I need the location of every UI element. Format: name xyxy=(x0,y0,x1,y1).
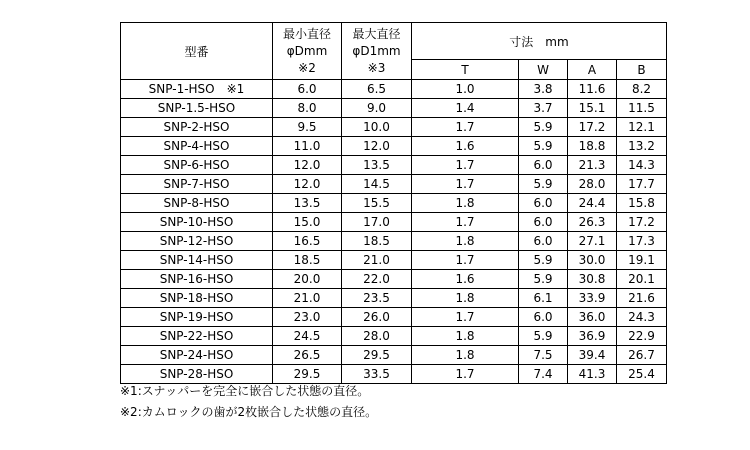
header-col-b: B xyxy=(617,60,667,80)
t-cell: 1.8 xyxy=(412,327,519,346)
header-col-w: W xyxy=(519,60,568,80)
header-max-diameter xyxy=(342,23,412,80)
b-cell: 24.3 xyxy=(617,308,667,327)
w-cell: 5.9 xyxy=(519,137,568,156)
table-row xyxy=(121,194,667,213)
w-cell: 7.4 xyxy=(519,365,568,384)
model-cell: SNP-14-HSO xyxy=(121,251,273,270)
max-diameter-cell: 29.5 xyxy=(342,346,412,365)
table-row xyxy=(121,232,667,251)
header-model: 型番 xyxy=(121,23,273,80)
w-cell: 6.0 xyxy=(519,232,568,251)
max-diameter-cell: 26.0 xyxy=(342,308,412,327)
t-cell: 1.7 xyxy=(412,175,519,194)
table-row xyxy=(121,137,667,156)
table-body xyxy=(121,80,667,384)
w-cell: 5.9 xyxy=(519,251,568,270)
max-diameter-cell: 21.0 xyxy=(342,251,412,270)
t-cell: 1.0 xyxy=(412,80,519,99)
header-min-diameter-line3: ※2 xyxy=(298,60,316,75)
w-cell: 5.9 xyxy=(519,270,568,289)
min-diameter-cell: 21.0 xyxy=(273,289,342,308)
b-cell: 17.2 xyxy=(617,213,667,232)
table-row xyxy=(121,80,667,99)
a-cell: 26.3 xyxy=(568,213,617,232)
model-cell: SNP-1.5-HSO xyxy=(121,99,273,118)
w-cell: 6.0 xyxy=(519,194,568,213)
b-cell: 25.4 xyxy=(617,365,667,384)
w-cell: 6.0 xyxy=(519,308,568,327)
min-diameter-cell: 24.5 xyxy=(273,327,342,346)
t-cell: 1.7 xyxy=(412,251,519,270)
max-diameter-cell: 17.0 xyxy=(342,213,412,232)
a-cell: 15.1 xyxy=(568,99,617,118)
max-diameter-cell: 22.0 xyxy=(342,270,412,289)
b-cell: 13.2 xyxy=(617,137,667,156)
header-col-a: A xyxy=(568,60,617,80)
table-row xyxy=(121,327,667,346)
t-cell: 1.7 xyxy=(412,118,519,137)
b-cell: 15.8 xyxy=(617,194,667,213)
b-cell: 26.7 xyxy=(617,346,667,365)
header-min-diameter-line1: 最小直径 xyxy=(282,26,331,41)
a-cell: 21.3 xyxy=(568,156,617,175)
header-dimensions: 寸法 mm xyxy=(412,23,667,60)
footnote-2: ※2:カムロックの歯が2枚嵌合した状態の直径。 xyxy=(120,405,378,419)
max-diameter-cell: 14.5 xyxy=(342,175,412,194)
t-cell: 1.8 xyxy=(412,194,519,213)
table-row xyxy=(121,346,667,365)
header-max-diameter-line3: ※3 xyxy=(367,60,386,75)
footnote-1: ※1:スナッパーを完全に嵌合した状態の直径。 xyxy=(120,384,370,398)
b-cell: 22.9 xyxy=(617,327,667,346)
t-cell: 1.7 xyxy=(412,156,519,175)
t-cell: 1.7 xyxy=(412,365,519,384)
w-cell: 5.9 xyxy=(519,118,568,137)
max-diameter-cell: 10.0 xyxy=(342,118,412,137)
a-cell: 18.8 xyxy=(568,137,617,156)
b-cell: 14.3 xyxy=(617,156,667,175)
a-cell: 28.0 xyxy=(568,175,617,194)
table-row xyxy=(121,251,667,270)
t-cell: 1.7 xyxy=(412,213,519,232)
model-cell: SNP-19-HSO xyxy=(121,308,273,327)
table-row xyxy=(121,308,667,327)
model-cell: SNP-8-HSO xyxy=(121,194,273,213)
max-diameter-cell: 18.5 xyxy=(342,232,412,251)
header-min-diameter-line2: φDmm xyxy=(286,43,328,58)
a-cell: 30.8 xyxy=(568,270,617,289)
min-diameter-cell: 26.5 xyxy=(273,346,342,365)
w-cell: 3.8 xyxy=(519,80,568,99)
max-diameter-cell: 33.5 xyxy=(342,365,412,384)
b-cell: 12.1 xyxy=(617,118,667,137)
table-row xyxy=(121,99,667,118)
b-cell: 21.6 xyxy=(617,289,667,308)
spec-table xyxy=(120,22,667,384)
a-cell: 36.0 xyxy=(568,308,617,327)
t-cell: 1.8 xyxy=(412,232,519,251)
b-cell: 11.5 xyxy=(617,99,667,118)
max-diameter-cell: 9.0 xyxy=(342,99,412,118)
w-cell: 5.9 xyxy=(519,175,568,194)
model-cell: SNP-1-HSO ※1 xyxy=(121,80,273,99)
table-row xyxy=(121,289,667,308)
model-cell: SNP-18-HSO xyxy=(121,289,273,308)
model-cell: SNP-24-HSO xyxy=(121,346,273,365)
table-row xyxy=(121,270,667,289)
t-cell: 1.8 xyxy=(412,289,519,308)
a-cell: 17.2 xyxy=(568,118,617,137)
max-diameter-cell: 28.0 xyxy=(342,327,412,346)
model-cell: SNP-7-HSO xyxy=(121,175,273,194)
min-diameter-cell: 16.5 xyxy=(273,232,342,251)
table-row xyxy=(121,156,667,175)
w-cell: 3.7 xyxy=(519,99,568,118)
header-col-t: T xyxy=(412,60,519,80)
t-cell: 1.6 xyxy=(412,137,519,156)
b-cell: 8.2 xyxy=(617,80,667,99)
b-cell: 17.3 xyxy=(617,232,667,251)
min-diameter-cell: 8.0 xyxy=(273,99,342,118)
min-diameter-cell: 13.5 xyxy=(273,194,342,213)
model-cell: SNP-22-HSO xyxy=(121,327,273,346)
w-cell: 7.5 xyxy=(519,346,568,365)
table-row xyxy=(121,175,667,194)
max-diameter-cell: 6.5 xyxy=(342,80,412,99)
min-diameter-cell: 20.0 xyxy=(273,270,342,289)
table-row xyxy=(121,118,667,137)
a-cell: 24.4 xyxy=(568,194,617,213)
a-cell: 30.0 xyxy=(568,251,617,270)
max-diameter-cell: 23.5 xyxy=(342,289,412,308)
a-cell: 27.1 xyxy=(568,232,617,251)
max-diameter-cell: 15.5 xyxy=(342,194,412,213)
model-cell: SNP-28-HSO xyxy=(121,365,273,384)
min-diameter-cell: 6.0 xyxy=(273,80,342,99)
model-cell: SNP-2-HSO xyxy=(121,118,273,137)
model-cell: SNP-10-HSO xyxy=(121,213,273,232)
header-min-diameter xyxy=(273,23,342,80)
min-diameter-cell: 18.5 xyxy=(273,251,342,270)
model-cell: SNP-6-HSO xyxy=(121,156,273,175)
min-diameter-cell: 12.0 xyxy=(273,175,342,194)
a-cell: 33.9 xyxy=(568,289,617,308)
w-cell: 6.0 xyxy=(519,156,568,175)
min-diameter-cell: 11.0 xyxy=(273,137,342,156)
t-cell: 1.7 xyxy=(412,308,519,327)
a-cell: 11.6 xyxy=(568,80,617,99)
table-row xyxy=(121,213,667,232)
t-cell: 1.8 xyxy=(412,346,519,365)
b-cell: 17.7 xyxy=(617,175,667,194)
max-diameter-cell: 12.0 xyxy=(342,137,412,156)
t-cell: 1.6 xyxy=(412,270,519,289)
a-cell: 41.3 xyxy=(568,365,617,384)
min-diameter-cell: 15.0 xyxy=(273,213,342,232)
b-cell: 19.1 xyxy=(617,251,667,270)
model-cell: SNP-4-HSO xyxy=(121,137,273,156)
min-diameter-cell: 12.0 xyxy=(273,156,342,175)
t-cell: 1.4 xyxy=(412,99,519,118)
w-cell: 6.0 xyxy=(519,213,568,232)
min-diameter-cell: 23.0 xyxy=(273,308,342,327)
footnotes xyxy=(120,381,377,423)
max-diameter-cell: 13.5 xyxy=(342,156,412,175)
a-cell: 36.9 xyxy=(568,327,617,346)
model-cell: SNP-12-HSO xyxy=(121,232,273,251)
header-max-diameter-line2: φD1mm xyxy=(352,43,401,58)
a-cell: 39.4 xyxy=(568,346,617,365)
header-max-diameter-line1: 最大直径 xyxy=(352,26,401,41)
min-diameter-cell: 9.5 xyxy=(273,118,342,137)
w-cell: 5.9 xyxy=(519,327,568,346)
w-cell: 6.1 xyxy=(519,289,568,308)
b-cell: 20.1 xyxy=(617,270,667,289)
min-diameter-cell: 29.5 xyxy=(273,365,342,384)
model-cell: SNP-16-HSO xyxy=(121,270,273,289)
